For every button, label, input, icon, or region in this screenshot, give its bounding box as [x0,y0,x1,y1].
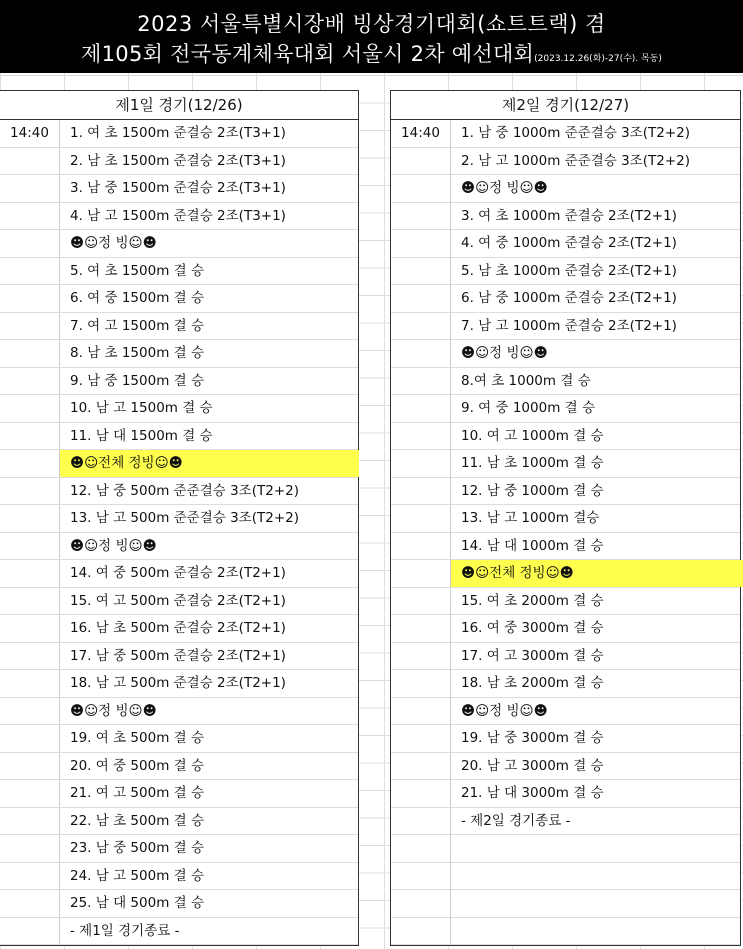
table-row [391,808,740,836]
time-cell [391,203,451,230]
event-cell [451,890,740,917]
table-row [0,643,358,671]
table-row [391,313,740,341]
day1-header: 제1일 경기(12/26) [0,91,358,120]
resurfacing-cell: ☻☺정 빙☺☻ [461,180,548,196]
table-row [391,505,740,533]
time-cell [391,890,451,917]
table-row [391,863,740,891]
time-cell [391,505,451,532]
event-cell: 18. 남 고 500m 준결승 2조(T2+1) [70,675,286,691]
time-cell [391,670,451,697]
event-cell: 24. 남 고 500m 결 승 [70,867,205,884]
event-cell: 4. 남 고 1500m 준결승 2조(T3+1) [70,207,286,224]
resurfacing-cell: ☻☺정 빙☺☻ [70,537,157,554]
table-row [0,285,358,313]
event-cell: 16. 남 초 500m 준결승 2조(T2+1) [70,620,286,636]
time-cell [0,505,60,532]
event-cell [451,918,740,945]
time-cell [391,450,451,477]
time-cell [0,203,60,230]
table-row [0,863,358,891]
table-row [0,780,358,808]
table-row [0,890,358,918]
time-cell [391,423,451,450]
resurfacing-cell: ☻☺정 빙☺☻ [461,702,548,719]
time-cell [391,258,451,285]
event-cell: 13. 남 고 1000m 결승 [461,510,600,526]
event-cell [451,835,740,862]
table-row [391,450,740,478]
event-cell: 6. 남 중 1000m 준결승 2조(T2+1) [461,290,677,306]
resurfacing-cell: ☻☺정 빙☺☻ [461,345,548,361]
event-cell: 21. 여 고 500m 결 승 [70,785,205,801]
table-row [391,890,740,918]
event-cell: 21. 남 대 3000m 결 승 [461,785,604,801]
time-cell [391,148,451,175]
table-row [391,203,740,231]
time-cell [391,588,451,615]
event-cell: 22. 남 초 500m 결 승 [70,812,205,829]
title-line-1: 2023 서울특별시장배 빙상경기대회(쇼트트랙) 겸 [137,12,606,36]
time-cell [391,368,451,395]
time-cell [0,175,60,202]
time-cell [0,148,60,175]
table-row [0,615,358,643]
time-cell [0,890,60,917]
table-row [0,313,358,341]
time-cell [0,725,60,752]
time-cell [391,533,451,560]
time-cell [391,643,451,670]
event-cell: 2. 남 고 1000m 준준결승 3조(T2+2) [461,152,690,169]
time-cell [391,780,451,807]
table-row [391,560,740,588]
table-row [0,120,358,148]
time-cell [391,340,451,367]
table-row [0,753,358,781]
table-row [0,725,358,753]
time-cell [0,808,60,835]
table-row [0,560,358,588]
title-line-2-dates: (2023.12.26(화)-27(수). 목동) [534,54,662,64]
event-cell: 9. 남 중 1500m 결 승 [70,372,205,389]
time-cell [391,395,451,422]
time-cell [391,725,451,752]
time-cell [391,918,451,945]
title-banner [0,0,743,73]
event-cell: 12. 남 중 500m 준준결승 3조(T2+2) [70,482,299,499]
event-cell: 16. 여 중 3000m 결 승 [461,620,604,636]
table-row [391,120,740,148]
time-cell [391,230,451,257]
table-row [391,643,740,671]
event-cell: 3. 남 중 1500m 준결승 2조(T3+1) [70,180,286,196]
time-cell [391,753,451,780]
table-row [391,175,740,203]
event-cell: 7. 남 고 1000m 준결승 2조(T2+1) [461,317,677,334]
time-cell [0,863,60,890]
day1-schedule-table [0,90,359,946]
time-cell [391,698,451,725]
time-cell [391,615,451,642]
event-cell: 7. 여 고 1500m 결 승 [70,317,205,334]
time-cell [0,230,60,257]
table-row [0,203,358,231]
time-cell [0,313,60,340]
event-cell: 20. 여 중 500m 결 승 [70,757,205,774]
time-cell [0,780,60,807]
time-cell [0,285,60,312]
event-cell: 6. 여 중 1500m 결 승 [70,290,205,306]
time-cell: 14:40 [391,120,451,147]
day1-rows [0,120,358,945]
event-cell: 23. 남 중 500m 결 승 [70,840,205,856]
table-row [391,423,740,451]
event-cell: 10. 여 고 1000m 결 승 [461,427,604,444]
table-row [0,478,358,506]
table-row [391,588,740,616]
event-cell: 17. 여 고 3000m 결 승 [461,647,604,664]
table-row [391,230,740,258]
time-cell [0,698,60,725]
event-cell: 9. 여 중 1000m 결 승 [461,400,596,416]
event-cell: 19. 남 중 3000m 결 승 [461,730,604,746]
event-cell: 5. 여 초 1500m 결 승 [70,262,205,279]
full-resurfacing-cell: ☻☺전체 정빙☺☻ [60,450,359,477]
table-row [391,835,740,863]
time-cell [391,863,451,890]
time-cell [0,615,60,642]
day2-schedule-table [390,90,741,946]
table-row [391,918,740,946]
event-cell: 15. 여 초 2000m 결 승 [461,592,604,609]
table-row [391,340,740,368]
table-row [391,753,740,781]
time-cell [0,450,60,477]
time-cell [0,423,60,450]
time-cell [391,313,451,340]
time-cell [0,835,60,862]
event-cell: 11. 남 초 1000m 결 승 [461,455,604,471]
table-row [0,340,358,368]
table-row [391,368,740,396]
table-row [391,725,740,753]
table-row [0,698,358,726]
event-cell: - 제2일 경기종료 - [461,812,571,829]
event-cell: 2. 남 초 1500m 준결승 2조(T3+1) [70,152,286,169]
event-cell: 14. 여 중 500m 준결승 2조(T2+1) [70,565,286,581]
time-cell [0,643,60,670]
event-cell: 12. 남 중 1000m 결 승 [461,482,604,499]
event-cell: - 제1일 경기종료 - [70,922,180,939]
resurfacing-cell: ☻☺정 빙☺☻ [70,235,157,251]
title-line-2-main: 제105회 전국동계체육대회 서울시 2차 예선대회 [81,42,535,66]
table-row [391,148,740,176]
time-cell [0,340,60,367]
day2-rows [391,120,740,945]
table-row [391,670,740,698]
event-cell: 5. 남 초 1000m 준결승 2조(T2+1) [461,262,677,279]
event-cell: 15. 여 고 500m 준결승 2조(T2+1) [70,592,286,609]
time-cell [391,835,451,862]
table-row [0,230,358,258]
table-row [0,670,358,698]
time-cell [391,808,451,835]
table-row [0,835,358,863]
table-row [0,588,358,616]
event-cell: 1. 남 중 1000m 준준결승 3조(T2+2) [461,125,690,141]
table-row [391,698,740,726]
time-cell [391,478,451,505]
time-cell [0,395,60,422]
time-cell [0,533,60,560]
event-cell: 3. 여 초 1000m 준결승 2조(T2+1) [461,207,677,224]
event-cell: 20. 남 고 3000m 결 승 [461,757,604,774]
event-cell: 8.여 초 1000m 결 승 [461,372,591,389]
time-cell [0,918,60,945]
event-cell: 10. 남 고 1500m 결 승 [70,400,213,416]
table-row [0,395,358,423]
event-cell: 4. 여 중 1000m 준결승 2조(T2+1) [461,235,677,251]
event-cell: 8. 남 초 1500m 결 승 [70,345,205,361]
table-row [0,258,358,286]
time-cell [0,258,60,285]
table-row [391,285,740,313]
time-cell [0,670,60,697]
table-row [0,148,358,176]
event-cell [451,863,740,890]
table-row [0,368,358,396]
table-row [391,780,740,808]
time-cell [391,285,451,312]
table-row [391,478,740,506]
event-cell: 1. 여 초 1500m 준결승 2조(T3+1) [70,125,286,141]
time-cell: 14:40 [0,120,60,147]
table-row [391,258,740,286]
event-cell: 19. 여 초 500m 결 승 [70,730,205,746]
title-line-2 [0,38,743,68]
time-cell [391,175,451,202]
table-row [391,533,740,561]
table-row [0,423,358,451]
table-row [0,450,358,478]
day2-header: 제2일 경기(12/27) [391,91,740,120]
event-cell: 13. 남 고 500m 준준결승 3조(T2+2) [70,510,299,526]
table-row [0,505,358,533]
table-row [0,918,358,946]
time-cell [0,368,60,395]
event-cell: 25. 남 대 500m 결 승 [70,895,205,911]
event-cell: 18. 남 초 2000m 결 승 [461,675,604,691]
full-resurfacing-cell: ☻☺전체 정빙☺☻ [451,560,743,587]
time-cell [0,478,60,505]
table-row [0,808,358,836]
table-row [391,395,740,423]
time-cell [0,560,60,587]
event-cell: 11. 남 대 1500m 결 승 [70,427,213,444]
time-cell [0,753,60,780]
table-row [0,533,358,561]
event-cell: 17. 남 중 500m 준결승 2조(T2+1) [70,647,286,664]
table-row [391,615,740,643]
table-row [0,175,358,203]
time-cell [0,588,60,615]
time-cell [391,560,451,587]
event-cell: 14. 남 대 1000m 결 승 [461,537,604,554]
resurfacing-cell: ☻☺정 빙☺☻ [70,702,157,719]
